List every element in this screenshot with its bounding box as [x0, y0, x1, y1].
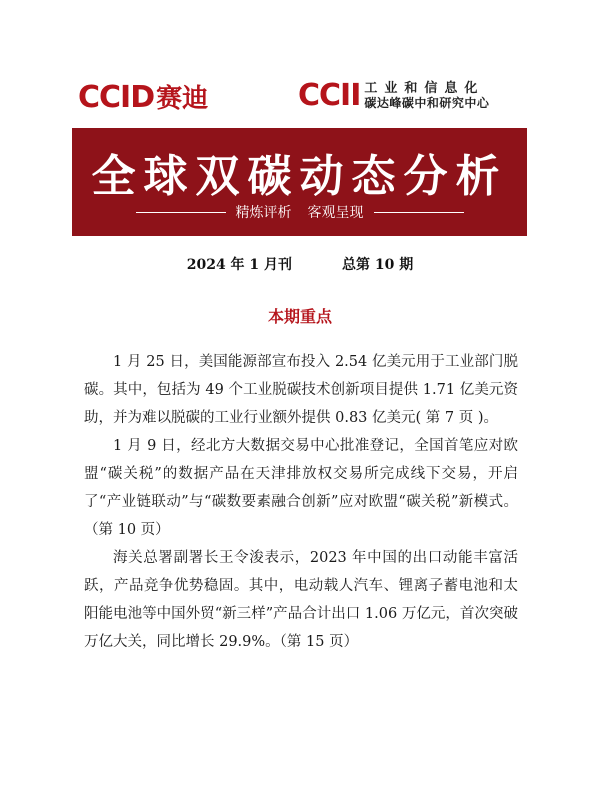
- subtitle-left: 精炼评析: [235, 205, 292, 221]
- paragraph: 1 月 25 日，美国能源部宣布投入 2.54 亿美元用于工业部门脱碳。其中，包括为 49 个工业脱碳技术创新项目提供 1.71 亿美元资助，并为难以脱碳的工业行业额外提供 0.83 亿美元( 第 7 页 )。: [84, 354, 518, 426]
- paragraph: 1 月 9 日，经北方大数据交易中心批准登记，全国首笔应对欧盟“碳关税”的数据产品在天津排放权交易所完成线下交易，开启了“产业链联动”与“碳数要素融合创新”应对欧盟“碳关税”新模式。（第 10 页）: [84, 438, 518, 538]
- ccii-logo: [298, 78, 489, 113]
- ccii-mark: CCII: [298, 78, 361, 113]
- ccid-mark: CCID: [78, 80, 155, 115]
- issue-info: [0, 254, 600, 274]
- section-title: 本期重点: [267, 307, 332, 326]
- divider-right: [374, 212, 464, 213]
- subtitle-right: 客观呈现: [307, 205, 364, 221]
- ccii-org-line1: 工业和信息化: [364, 80, 485, 96]
- ccii-org-name: [364, 81, 489, 111]
- issue-number: 总第 10 期: [342, 257, 414, 273]
- ccid-logo: [78, 78, 208, 115]
- issue-date: 2024 年 1 月刊: [186, 257, 293, 273]
- ccii-org-line2: 碳达峰碳中和研究中心: [364, 95, 490, 110]
- highlights-body: [84, 348, 518, 656]
- ccid-cn-name: 赛迪: [156, 84, 209, 114]
- publication-title: 全球双碳动态分析: [91, 151, 508, 202]
- banner-subtitle: [72, 202, 527, 222]
- title-banner: [72, 128, 527, 236]
- header-logos: [78, 78, 528, 118]
- paragraph: 海关总署副署长王令浚表示，2023 年中国的出口动能丰富活跃，产品竞争优势稳固。其中，电动载人汽车、锂离子蓄电池和太阳能电池等中国外贸“新三样”产品合计出口 1.06 万亿元，首次突破万亿大关，同比增长 29.9%。（第 15 页）: [84, 550, 518, 650]
- divider-left: [136, 212, 226, 213]
